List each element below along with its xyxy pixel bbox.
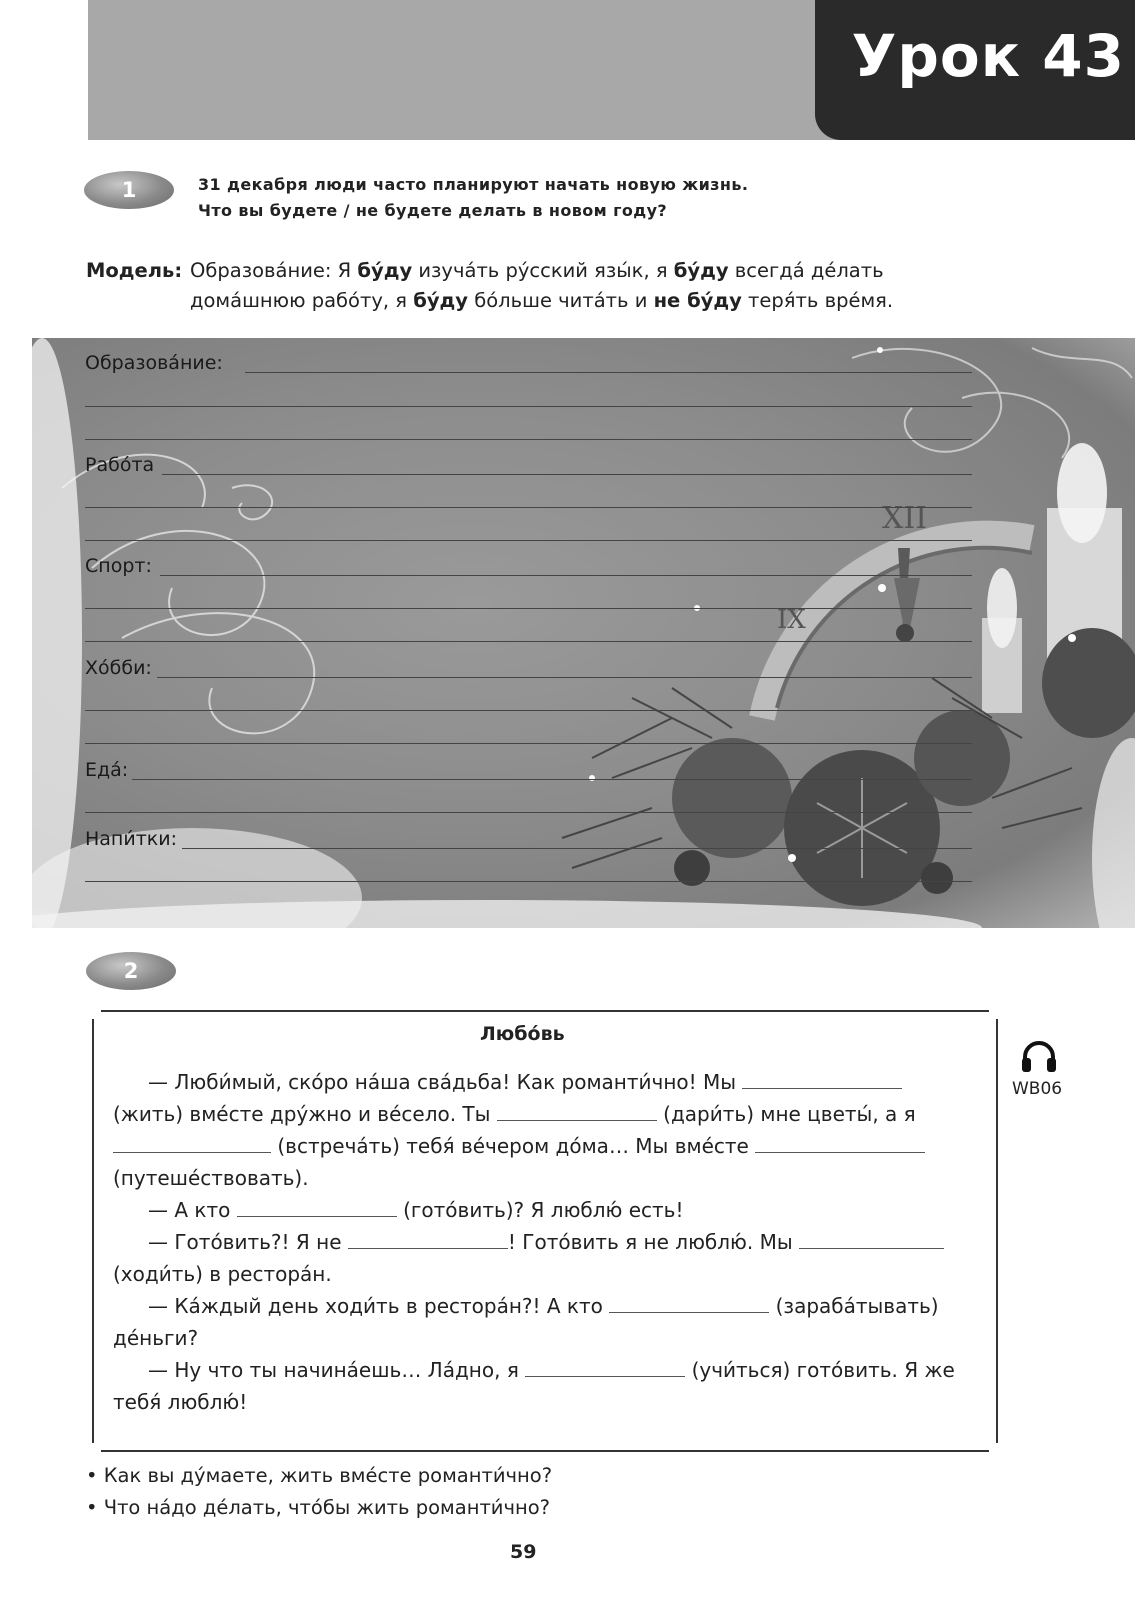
audio-track-label: WB06 (1012, 1079, 1063, 1099)
writing-line (245, 372, 972, 373)
story-line: (жить) вме́сте дру́жно и ве́село. Ты (дари́ть) мне цветы́, а я (113, 1102, 916, 1126)
model-line-2: дома́шнюю рабо́ту, я бу́ду бо́льше чита́ть и не бу́ду теря́ть вре́мя. (190, 289, 894, 312)
answer-blank (742, 1070, 902, 1089)
answer-blank (113, 1134, 271, 1153)
answer-blank (755, 1134, 925, 1153)
task-1-badge: 1 (84, 171, 174, 209)
story-line: — А кто (гото́вить)? Я люблю́ есть! (148, 1198, 684, 1222)
discussion-question: • Как вы ду́маете, жить вме́сте романти́чно? (86, 1464, 553, 1487)
story-line: (путеше́ствовать). (113, 1166, 309, 1190)
lesson-title: Урок 43 (851, 22, 1125, 90)
story-line: (встреча́ть) тебя́ ве́чером до́ма… Мы вме́сте (113, 1130, 925, 1163)
story-line: — Ну что ты начина́ешь… Ла́дно, я (учи́ться) гото́вить. Я же (148, 1358, 955, 1382)
writing-line (182, 848, 972, 849)
task-2-badge: 2 (86, 952, 176, 990)
answer-blank (799, 1230, 944, 1249)
discussion-question: • Что на́до де́лать, что́бы жить романти́чно? (86, 1496, 551, 1519)
writing-line (85, 507, 972, 508)
writing-line (85, 641, 972, 642)
story-line: — Люби́мый, ско́ро на́ша сва́дьба! Как романти́чно! Мы (148, 1066, 902, 1099)
field-label-drinks: Напи́тки: (85, 828, 177, 850)
task-1-heading-line-1: 31 декабря люди часто планируют начать новую жизнь. (198, 175, 749, 194)
field-label-food: Еда́: (85, 759, 129, 781)
page-number: 59 (510, 1541, 537, 1563)
writing-line (85, 881, 972, 882)
writing-line (85, 406, 972, 407)
writing-line (85, 439, 972, 440)
answer-blank (497, 1102, 657, 1121)
svg-text:IX: IX (777, 605, 806, 635)
writing-line (160, 575, 972, 576)
model-line-1: Образова́ние: Я бу́ду изуча́ть ру́сский язы́к, я бу́ду всегда́ де́лать (190, 259, 884, 282)
story-line: тебя́ люблю́! (113, 1390, 248, 1414)
field-label-sport: Спорт: (85, 555, 152, 577)
writing-line (132, 779, 972, 780)
answer-blank (237, 1198, 397, 1217)
field-label-education: Образова́ние: (85, 352, 223, 374)
new-year-illustration (32, 338, 1135, 928)
field-label-hobby: Хо́бби: (85, 657, 152, 679)
headphones-icon (1020, 1040, 1058, 1078)
writing-line (85, 743, 972, 744)
answer-blank (609, 1294, 769, 1313)
svg-text:XII: XII (882, 501, 928, 536)
field-label-work: Рабо́та (85, 454, 155, 476)
writing-line (157, 677, 972, 678)
story-line: де́ньги? (113, 1326, 199, 1350)
task-1-heading-line-2: Что вы будете / не будете делать в новом году? (198, 201, 668, 220)
story-line: — Гото́вить?! Я не ! Гото́вить я не люблю́. Мы (148, 1226, 944, 1259)
writing-line (85, 540, 972, 541)
new-year-card (32, 338, 1135, 928)
writing-line (85, 710, 972, 711)
story-title: Любо́вь (480, 1023, 565, 1045)
story-line: — Ка́ждый день ходи́ть в рестора́н?! А кто (зараба́тывать) (148, 1294, 939, 1318)
writing-line (162, 474, 972, 475)
answer-blank (348, 1230, 508, 1249)
answer-blank (525, 1358, 685, 1377)
story-line: (ходи́ть) в рестора́н. (113, 1262, 332, 1286)
writing-line (85, 812, 972, 813)
model-label: Модель: (86, 259, 183, 282)
writing-line (85, 608, 972, 609)
